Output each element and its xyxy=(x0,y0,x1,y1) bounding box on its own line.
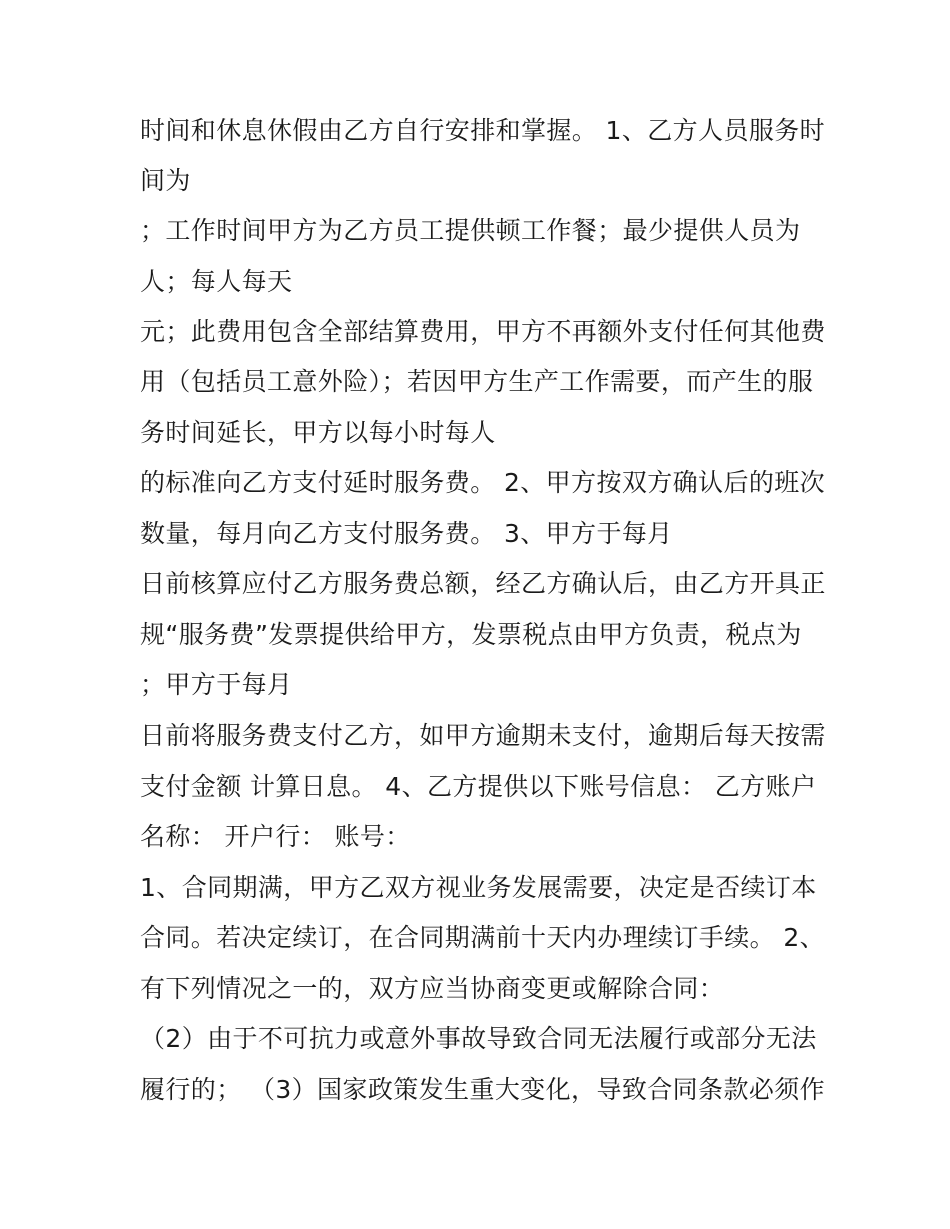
text-line: 数量，每月向乙方支付服务费。 3、甲方于每月 xyxy=(140,519,673,548)
text-line: 用（包括员工意外险）；若因甲方生产工作需要，而产生的服 xyxy=(140,367,814,396)
text-line: 日前将服务费支付乙方，如甲方逾期未支付，逾期后每天按需 xyxy=(140,721,826,750)
text-line: 间为 xyxy=(140,166,191,195)
text-line: 规“服务费”发票提供给甲方，发票税点由甲方负责，税点为 xyxy=(140,620,802,649)
text-line: 时间和休息休假由乙方自行安排和掌握。 1、乙方人员服务时 xyxy=(140,116,826,145)
text-line: 务时间延长，甲方以每小时每人 xyxy=(140,418,496,447)
text-line: 合同。若决定续订，在合同期满前十天内办理续订手续。 2、 xyxy=(140,923,826,952)
text-line: 人；每人每天 xyxy=(140,267,293,296)
text-line: 元；此费用包含全部结算费用，甲方不再额外支付任何其他费 xyxy=(140,317,826,346)
text-line: 的标准向乙方支付延时服务费。 2、甲方按双方确认后的班次 xyxy=(140,468,826,497)
text-line: ；甲方于每月 xyxy=(140,670,293,699)
text-line: ；工作时间甲方为乙方员工提供顿工作餐；最少提供人员为 xyxy=(140,216,801,245)
text-line: 履行的； （3）国家政策发生重大变化，导致合同条款必须作 xyxy=(140,1075,826,1104)
text-line: 日前核算应付乙方服务费总额，经乙方确认后，由乙方开具正 xyxy=(140,569,826,598)
text-line: 有下列情况之一的，双方应当协商变更或解除合同： xyxy=(140,974,725,1003)
text-line: 1、合同期满，甲方乙双方视业务发展需要，决定是否续订本 xyxy=(140,873,817,902)
text-line: 名称： 开户行： 账号： xyxy=(140,822,411,851)
text-line: 支付金额 计算日息。 4、乙方提供以下账号信息： 乙方账户 xyxy=(140,772,817,801)
text-line: （2）由于不可抗力或意外事故导致合同无法履行或部分无法 xyxy=(140,1024,817,1053)
